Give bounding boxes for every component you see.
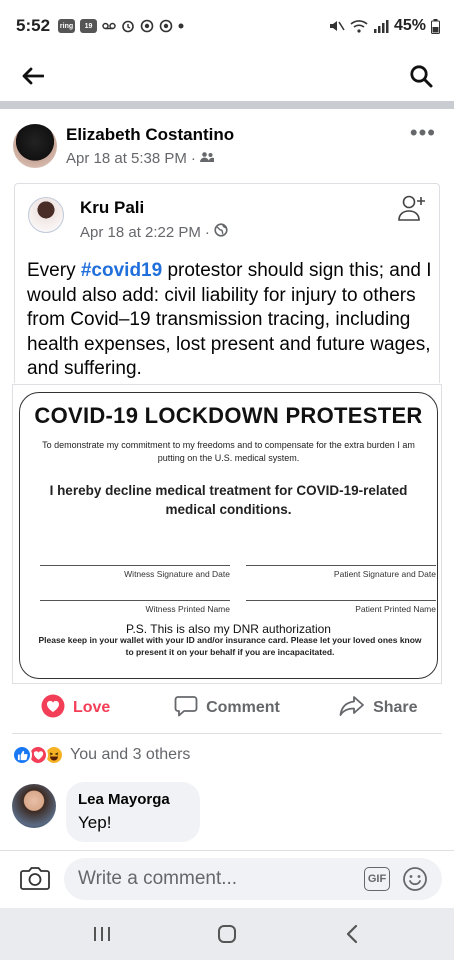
friends-icon <box>200 150 214 167</box>
share-label: Share <box>373 699 418 716</box>
calendar-icon: 19 <box>80 19 97 33</box>
actions-divider <box>12 733 442 734</box>
shared-post-author[interactable]: Kru Pali <box>80 198 145 217</box>
share-button[interactable] <box>303 695 454 722</box>
shared-post-text <box>27 259 437 382</box>
witness-signature-line <box>40 565 230 566</box>
comment-composer <box>0 850 454 906</box>
post-author[interactable]: Elizabeth Costantino <box>66 125 235 144</box>
post-date[interactable]: Apr 18 at 5:38 PM <box>66 150 187 167</box>
add-friend-icon[interactable] <box>397 194 427 227</box>
post-text-start: Every <box>27 260 81 281</box>
commenter-avatar[interactable] <box>12 784 56 828</box>
witness-name-label: Witness Printed Name <box>145 604 230 614</box>
ring-icon: ring <box>58 19 75 33</box>
shared-post-date[interactable]: Apr 18 at 2:22 PM <box>80 223 201 241</box>
post-actions <box>0 686 454 730</box>
more-options-icon[interactable]: ••• <box>409 120 436 145</box>
gif-button[interactable]: GIF <box>364 867 390 891</box>
battery-percent: 45% <box>393 17 426 34</box>
system-nav-bar <box>0 908 454 960</box>
comment-field[interactable] <box>64 858 442 900</box>
shared-author-avatar[interactable] <box>28 197 64 233</box>
patient-name-line <box>246 600 436 601</box>
mute-icon <box>329 19 345 33</box>
witness-name-line <box>40 600 230 601</box>
search-icon[interactable] <box>406 61 436 91</box>
wifi-icon <box>350 19 368 33</box>
post-text-rest: protestor should sign this; and I would also add: civil liability for injury to others from Covid–19 transmission tracing, including health expenses, lost present and future wages, and suffering. <box>27 260 432 379</box>
comment-icon <box>174 695 198 722</box>
card-declaration: I hereby decline medical treatment for COVID-19-related medical conditions. <box>49 483 408 517</box>
love-reaction-icon <box>41 694 65 723</box>
notification-icons <box>58 19 184 33</box>
comment-input[interactable] <box>78 858 348 900</box>
record-icon-2 <box>159 19 173 33</box>
dot-separator-icon: · <box>204 223 210 241</box>
author-avatar[interactable] <box>13 124 57 168</box>
signal-icon <box>373 19 389 33</box>
love-label: Love <box>72 699 111 716</box>
shared-post-meta <box>80 223 228 241</box>
post-meta <box>66 150 214 167</box>
dot-icon <box>178 23 184 29</box>
patient-signature-label: Patient Signature and Date <box>333 569 436 579</box>
card-title: COVID-19 LOCKDOWN PROTESTER <box>34 403 423 428</box>
top-bar <box>0 52 454 100</box>
section-divider <box>0 101 454 109</box>
love-button[interactable] <box>0 694 151 723</box>
status-time: 5:52 <box>16 16 51 35</box>
recent-apps-icon[interactable] <box>82 914 122 954</box>
reactions-summary[interactable] <box>12 743 190 767</box>
patient-signature-line <box>246 565 436 566</box>
commenter-name[interactable]: Lea Mayorga <box>78 791 170 808</box>
patient-name-label: Patient Printed Name <box>355 604 436 614</box>
comment-text: Yep! <box>78 813 112 832</box>
comment-button[interactable] <box>151 695 302 722</box>
hashtag-link[interactable]: #covid19 <box>80 260 163 281</box>
alarm-icon <box>121 19 135 33</box>
comment-bubble[interactable] <box>66 782 200 842</box>
like-reaction-icon <box>12 745 32 765</box>
post-image[interactable] <box>12 384 442 684</box>
back-arrow-icon[interactable] <box>18 61 48 91</box>
shared-post <box>14 183 440 383</box>
card-instructions: Please keep in your wallet with your ID and/or insurance card. Please let your loved ones know to present it on your behalf if you are incapacitated. <box>38 635 422 657</box>
camera-icon[interactable] <box>20 865 50 896</box>
share-icon <box>339 695 365 722</box>
comment-item <box>12 782 442 844</box>
comment-label: Comment <box>206 699 280 716</box>
record-icon <box>140 19 154 33</box>
globe-icon <box>214 223 228 241</box>
card-ps: P.S. This is also my DNR authorization <box>126 622 331 636</box>
protester-card <box>19 392 438 679</box>
card-subtitle: To demonstrate my commitment to my freedoms and to compensate for the extra burden I am putting on the U.S. medical system. <box>42 440 415 463</box>
home-icon[interactable] <box>207 914 247 954</box>
emoji-icon[interactable] <box>402 866 428 897</box>
status-bar <box>0 0 454 52</box>
post-header <box>0 118 454 178</box>
witness-signature-label: Witness Signature and Date <box>124 569 230 579</box>
reactions-text: You and 3 others <box>70 746 191 763</box>
back-icon[interactable] <box>332 914 372 954</box>
voicemail-icon <box>102 20 116 32</box>
dot-separator-icon: · <box>190 150 196 167</box>
battery-icon <box>431 19 440 34</box>
